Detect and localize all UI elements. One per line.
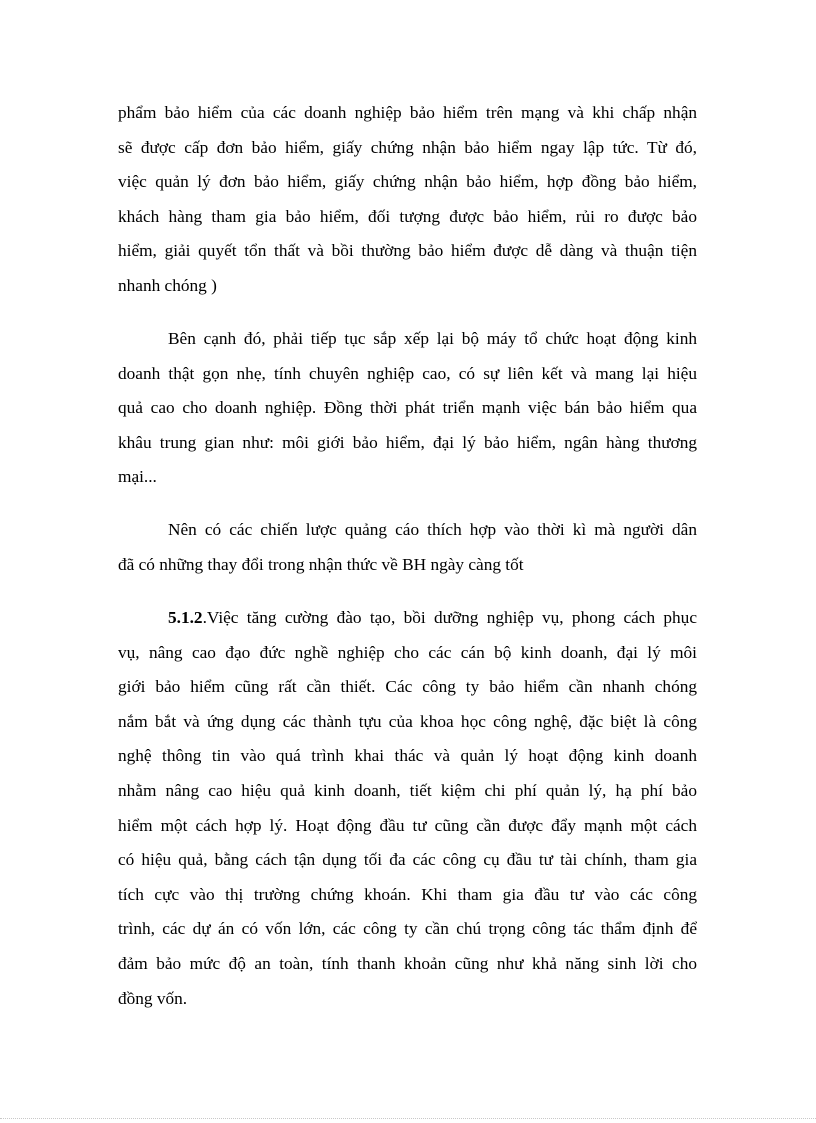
paragraph-1-line-6: nhanh chóng ) <box>118 275 217 295</box>
paragraph-4-line-11: đảm bảo mức độ an toàn, tính thanh khoản cũng như khả năng sinh lời cho <box>118 953 697 973</box>
paragraph-4-line-12: đồng vốn. <box>118 988 188 1008</box>
paragraph-2-line-3: quả cao cho doanh nghiệp. Đồng thời phát triển mạnh việc bán bảo hiểm qua <box>118 398 697 418</box>
paragraph-1-line-4: khách hàng tham gia bảo hiểm, đối tượng được bảo hiểm, rủi ro được bảo <box>118 206 697 226</box>
paragraph-3 <box>118 513 697 582</box>
paragraph-4 <box>118 601 697 1016</box>
paragraph-4-line-8: có hiệu quả, bằng cách tận dụng tối đa các công cụ đầu tư tài chính, tham gia <box>118 850 697 870</box>
paragraph-4-line-4: nắm bắt và ứng dụng các thành tựu của khoa học công nghệ, đặc biệt là công <box>118 711 697 731</box>
paragraph-4-line-2: vụ, nâng cao đạo đức nghề nghiệp cho các cán bộ kinh doanh, đại lý môi <box>118 642 697 662</box>
section-number: 5.1.2 <box>168 608 203 627</box>
paragraph-4-line-5: nghệ thông tin vào quá trình khai thác và quản lý hoạt động kinh doanh <box>118 746 697 766</box>
paragraph-1-line-2: sẽ được cấp đơn bảo hiểm, giấy chứng nhận bảo hiểm ngay lập tức. Từ đó, <box>118 137 697 157</box>
paragraph-4-line-9: tích cực vào thị trường chứng khoán. Khi tham gia đầu tư vào các công <box>118 884 697 904</box>
paragraph-4-line-1-text: .Việc tăng cường đào tạo, bồi dưỡng nghiệp vụ, phong cách phục <box>202 608 697 627</box>
paragraph-1 <box>118 96 697 304</box>
paragraph-3-line-2: đã có những thay đổi trong nhận thức về BH ngày càng tốt <box>118 554 524 574</box>
page-bottom-divider <box>0 1118 816 1119</box>
paragraph-2-line-4: khâu trung gian như: môi giới bảo hiểm, đại lý bảo hiểm, ngân hàng thương <box>118 432 697 452</box>
paragraph-4-line-10: trình, các dự án có vốn lớn, các công ty cần chú trọng công tác thẩm định để <box>118 919 697 939</box>
paragraph-1-line-1: phẩm bảo hiểm của các doanh nghiệp bảo hiểm trên mạng và khi chấp nhận <box>118 103 697 122</box>
paragraph-4-line-7: hiểm một cách hợp lý. Hoạt động đầu tư cũng cần được đẩy mạnh một cách <box>118 815 697 835</box>
paragraph-3-line-1: Nên có các chiến lược quảng cáo thích hợp vào thời kì mà người dân <box>168 520 697 539</box>
paragraph-2 <box>118 322 697 495</box>
paragraph-4-line-6: nhằm nâng cao hiệu quả kinh doanh, tiết kiệm chi phí quản lý, hạ phí bảo <box>118 780 697 800</box>
paragraph-1-line-3: việc quản lý đơn bảo hiểm, giấy chứng nhận bảo hiểm, hợp đồng bảo hiểm, <box>118 172 697 192</box>
paragraph-1-line-5: hiểm, giải quyết tổn thất và bồi thường bảo hiểm được dễ dàng và thuận tiện <box>118 241 697 261</box>
paragraph-4-line-3: giới bảo hiểm cũng rất cần thiết. Các công ty bảo hiểm cần nhanh chóng <box>118 677 697 697</box>
paragraph-2-line-1: Bên cạnh đó, phải tiếp tục sắp xếp lại bộ máy tổ chức hoạt động kinh <box>168 329 697 348</box>
paragraph-2-line-2: doanh thật gọn nhẹ, tính chuyên nghiệp cao, có sự liên kết và mang lại hiệu <box>118 363 697 383</box>
paragraph-2-line-5: mại... <box>118 467 157 487</box>
paragraph-4-line-1 <box>118 601 697 636</box>
